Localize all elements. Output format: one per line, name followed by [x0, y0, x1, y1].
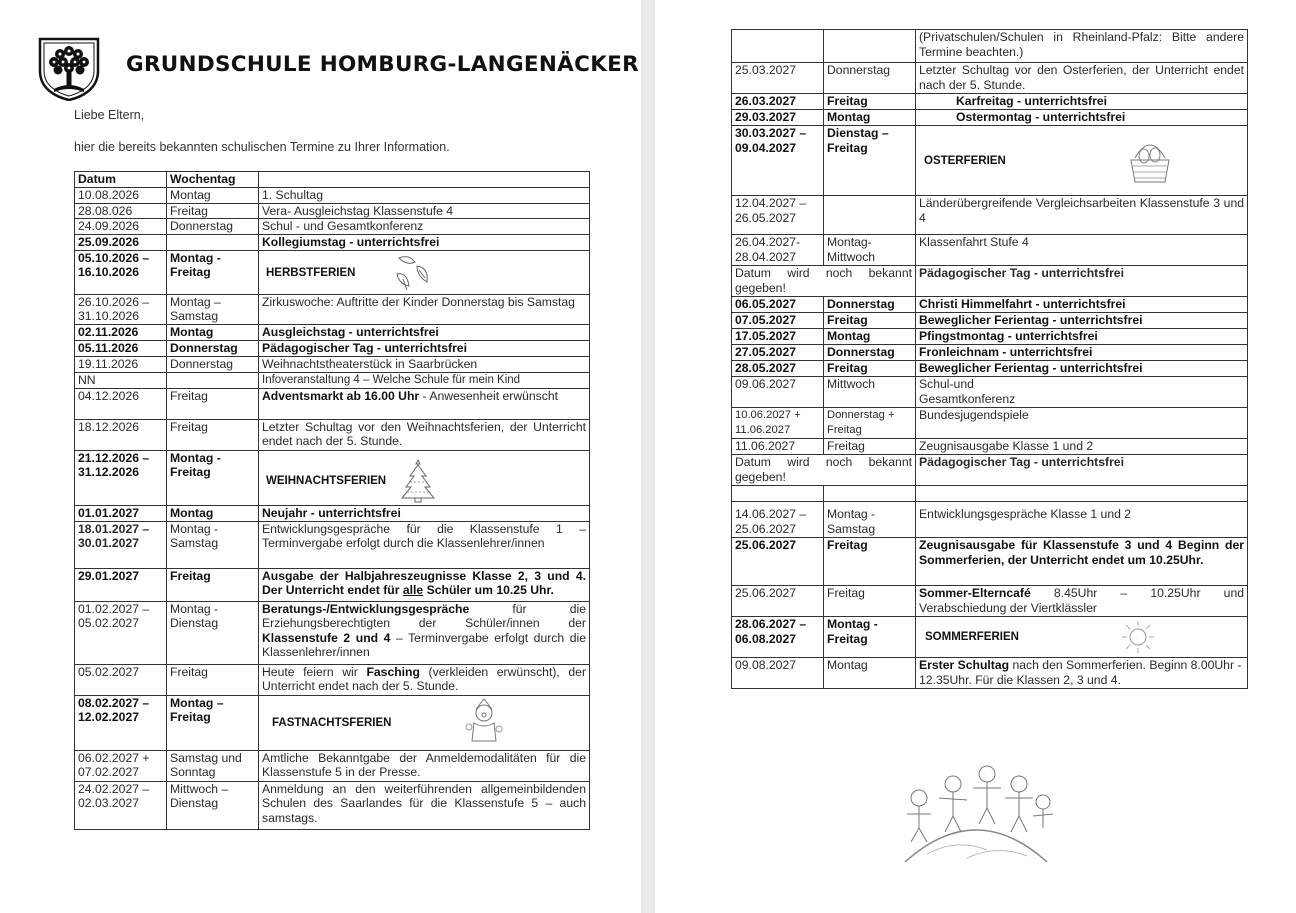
table-row: 10.08.2026 Montag 1. Schultag [75, 188, 590, 204]
table-row: 06.05.2027 Donnerstag Christi Himmelfahrt - unterrichtsfrei [732, 297, 1248, 313]
table-row: 29.01.2027 Freitag Ausgabe der Halbjahreszeugnisse Klasse 2, 3 und 4. Der Unterricht endet für alle Schüler um 10.25 Uhr. [75, 568, 590, 601]
table-row: 09.06.2027 Mittwoch Schul-und Gesamtkonferenz [732, 377, 1248, 408]
table-row: 01.01.2027 Montag Neujahr - unterrichtsfrei [75, 505, 590, 521]
table-row: 28.05.2027 Freitag Beweglicher Ferientag - unterrichtsfrei [732, 361, 1248, 377]
table-row: 07.05.2027 Freitag Beweglicher Ferientag - unterrichtsfrei [732, 313, 1248, 329]
table-row-empty [732, 486, 1248, 502]
table-row: Datum wird noch bekannt gegeben! Pädagogischer Tag - unterrichtsfrei [732, 455, 1248, 486]
schedule-table-right [731, 29, 1248, 689]
table-row: 26.03.2027 Freitag Karfreitag - unterrichtsfrei [732, 94, 1248, 110]
table-row: 19.11.2026 Donnerstag Weihnachtstheaterstück in Saarbrücken [75, 356, 590, 372]
page-left [0, 0, 641, 913]
osterferien-label: OSTERFERIEN [924, 154, 1006, 167]
table-row: 24.09.2026 Donnerstag Schul - und Gesamtkonferenz [75, 219, 590, 235]
table-row: 25.06.2027 Freitag Zeugnisausgabe für Klassenstufe 3 und 4 Beginn der Sommerferien, der Unterricht endet um 10.25Uhr. [732, 538, 1248, 586]
table-row: 18.12.2026 Freitag Letzter Schultag vor den Weihnachtsferien, der Unterricht endet nach der 5. Stunde. [75, 419, 590, 450]
table-row: 29.03.2027 Montag Ostermontag - unterrichtsfrei [732, 110, 1248, 126]
easter-basket-icon [1127, 136, 1173, 186]
weihnachtsferien-label: WEIHNACHTSFERIEN [266, 475, 387, 488]
table-header-row [75, 172, 590, 188]
table-row: 02.11.2026 Montag Ausgleichstag - unterrichtsfrei [75, 324, 590, 340]
table-row: 04.12.2026 Freitag Adventsmarkt ab 16.00 Uhr - Anwesenheit erwünscht [75, 388, 590, 419]
table-row-holiday: 21.12.2026 – 31.12.2026 Montag - Freitag WEIHNACHTSFERIEN [75, 450, 590, 505]
header-wochentag: Wochentag [167, 172, 259, 188]
school-title: GRUNDSCHULE HOMBURG-LANGENÄCKER [126, 52, 640, 77]
table-row: 24.02.2027 – 02.03.2027 Mittwoch – Dienstag Anmeldung an den weiterführenden allgemeinbildenden Schulen des Saarlandes für die Klassenstufe 5 – auch samstags. [75, 781, 590, 829]
table-row: 14.06.2027 – 25.06.2027 Montag - Samstag Entwicklungsgespräche Klasse 1 und 2 [732, 502, 1248, 538]
table-row: 12.04.2027 – 26.05.2027 Länderübergreifende Vergleichsarbeiten Klassenstufe 3 und 4 [732, 196, 1248, 235]
children-on-globe-illustration [897, 758, 1055, 862]
table-row-holiday: 05.10.2026 – 16.10.2026 Montag - Freitag HERBSTFERIEN [75, 250, 590, 294]
table-row: 25.09.2026 Kollegiumstag - unterrichtsfrei [75, 234, 590, 250]
header-info [259, 172, 590, 188]
table-row: 25.03.2027 Donnerstag Letzter Schultag vor den Osterferien, der Unterricht endet nach der 5. Stunde. [732, 63, 1248, 94]
greeting: Liebe Eltern, [74, 108, 145, 122]
table-row-holiday: 28.06.2027 – 06.08.2027 Montag - Freitag SOMMERFERIEN [732, 617, 1248, 658]
table-row: 01.02.2027 – 05.02.2027 Montag - Dienstag Beratungs-/Entwicklungsgespräche für die Erziehungsberechtigten der Schüler/innen der Klassenstufe 2 und 4 – Terminvergabe erfolgt durch die Klassenlehrer/innen [75, 601, 590, 664]
table-row: Datum wird noch bekannt gegeben! Pädagogischer Tag - unterrichtsfrei [732, 266, 1248, 297]
christmas-tree-icon [398, 458, 438, 504]
sommerferien-label: SOMMERFERIEN [925, 631, 1019, 644]
school-crest-logo [38, 37, 100, 101]
autumn-leaves-icon [389, 252, 437, 292]
table-row: 26.10.2026 – 31.10.2026 Montag – Samstag Zirkuswoche: Auftritte der Kinder Donnerstag bis Samstag [75, 294, 590, 324]
table-row: 06.02.2027 + 07.02.2027 Samstag und Sonntag Amtliche Bekanntgabe der Anmeldemodalitäten für die Klassenstufe 5 in der Presse. [75, 750, 590, 781]
table-row: 27.05.2027 Donnerstag Fronleichnam - unterrichtsfrei [732, 345, 1248, 361]
table-row: 05.11.2026 Donnerstag Pädagogischer Tag - unterrichtsfrei [75, 340, 590, 356]
clown-icon [463, 699, 505, 747]
table-row: 05.02.2027 Freitag Heute feiern wir Fasching (verkleiden erwünscht), der Unterricht endet nach der 5. Stunde. [75, 664, 590, 695]
fastnachtsferien-label: FASTNACHTSFERIEN [272, 716, 392, 729]
table-row: 26.04.2027- 28.04.2027 Montag- Mittwoch Klassenfahrt Stufe 4 [732, 235, 1248, 266]
herbstferien-label: HERBSTFERIEN [266, 266, 356, 279]
table-row: 28.08.026 Freitag Vera- Ausgleichstag Klassenstufe 4 [75, 203, 590, 219]
table-row: NN Infoveranstaltung 4 – Welche Schule für mein Kind [75, 372, 590, 388]
table-row: 17.05.2027 Montag Pfingstmontag - unterrichtsfrei [732, 329, 1248, 345]
header-datum: Datum [75, 172, 167, 188]
sun-icon [1118, 619, 1158, 655]
intro-text: hier die bereits bekannten schulischen Termine zu Ihrer Information. [74, 140, 450, 154]
table-row-holiday: 08.02.2027 – 12.02.2027 Montag – Freitag FASTNACHTSFERIEN [75, 695, 590, 750]
table-row: (Privatschulen/Schulen in Rheinland-Pfalz: Bitte andere Termine beachten.) [732, 30, 1248, 63]
table-row: 25.06.2027 Freitag Sommer-Elterncafé 8.45Uhr – 10.25Uhr und Verabschiedung der Viertklässler [732, 586, 1248, 617]
table-row-holiday: 30.03.2027 – 09.04.2027 Dienstag – Freitag OSTERFERIEN [732, 126, 1248, 196]
table-row: 18.01.2027 – 30.01.2027 Montag - Samstag Entwicklungsgespräche für die Klassenstufe 1 – Terminvergabe erfolgt durch die Klassenlehrer/innen [75, 521, 590, 568]
table-row: 10.06.2027 + 11.06.2027 Donnerstag + Freitag Bundesjugendspiele [732, 408, 1248, 439]
table-row: 09.08.2027 Montag Erster Schultag nach den Sommerferien. Beginn 8.00Uhr - 12.35Uhr. Für die Klassen 2, 3 und 4. [732, 658, 1248, 689]
table-row: 11.06.2027 Freitag Zeugnisausgabe Klasse 1 und 2 [732, 439, 1248, 455]
schedule-table-left [74, 171, 590, 830]
